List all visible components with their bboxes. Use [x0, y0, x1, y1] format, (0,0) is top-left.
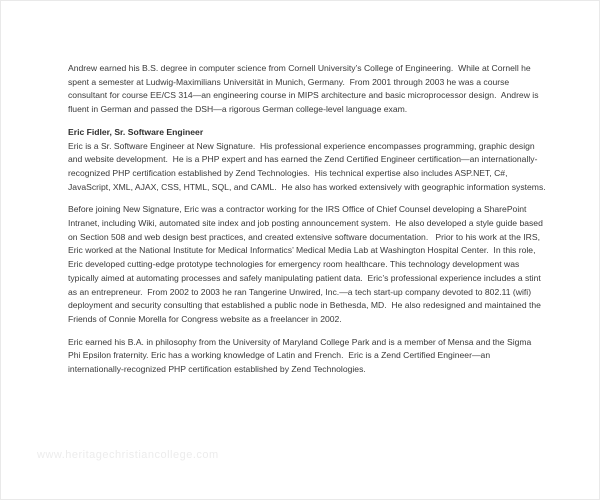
paragraph-eric-intro: Eric is a Sr. Software Engineer at New Signature. His professional experience encompasses programming, graphic design and website development. He is a PHP expert and has earned the Zend Certified Engineer certification—an internationally-recognized PHP certification established by Zend Technologies. His technical expertise also includes ASP.NET, C#, JavaScript, XML, AJAX, CSS, HTML, SQL, and CAML. He also has worked extensively with geographic information systems. — [68, 140, 546, 192]
heading-eric-fidler: Eric Fidler, Sr. Software Engineer — [68, 126, 204, 137]
watermark: www.heritagechristiancollege.com — [37, 449, 219, 461]
paragraph-eric-history: Before joining New Signature, Eric was a contractor working for the IRS Office of Chief Counsel developing a SharePoint Intranet, including Wiki, automated site index and job posting announcement system. He also developed a style guide based on Section 508 and web design best practices, and created extensive software documentation. Prior to his work at the IRS, Eric worked at the National Institute for Medical Informatics’ Medical Media Lab at Washington Hospital Center. In this role, Eric developed cutting-edge prototype technologies for emergency room healthcare. This technology development was typically aimed at automating processes and safely manipulating patient data. Eric’s professional experience includes a stint as an entrepreneur. From 2002 to 2003 he ran Tangerine Unwired, Inc.—a tech start-up company devoted to 802.11 (wifi) deployment and security consulting that established a public node in Bethesda, MD. He also redesigned and maintained the Friends of Connie Morella for Congress website as a freelancer in 2002. — [68, 204, 546, 324]
document-body — [68, 62, 546, 386]
paragraph-andrew-bio: Andrew earned his B.S. degree in computer science from Cornell University’s College of Engineering. While at Cornell he spent a semester at Ludwig-Maximilians Universität in Munich, Germany. From 2001 through 2003 he was a course consultant for course EE/CS 314—an engineering course in MIPS architecture and basic microprocessor design. Andrew is fluent in German and passed the DSH—a rigorous German college-level language exam. — [68, 63, 541, 115]
paragraph-eric-education: Eric earned his B.A. in philosophy from the University of Maryland College Park and is a member of Mensa and the Sigma Phi Epsilon fraternity. Eric has a working knowledge of Latin and French. Eric is a Zend Certified Engineer—an internationally-recognized PHP certification established by Zend Technologies. — [68, 336, 534, 375]
